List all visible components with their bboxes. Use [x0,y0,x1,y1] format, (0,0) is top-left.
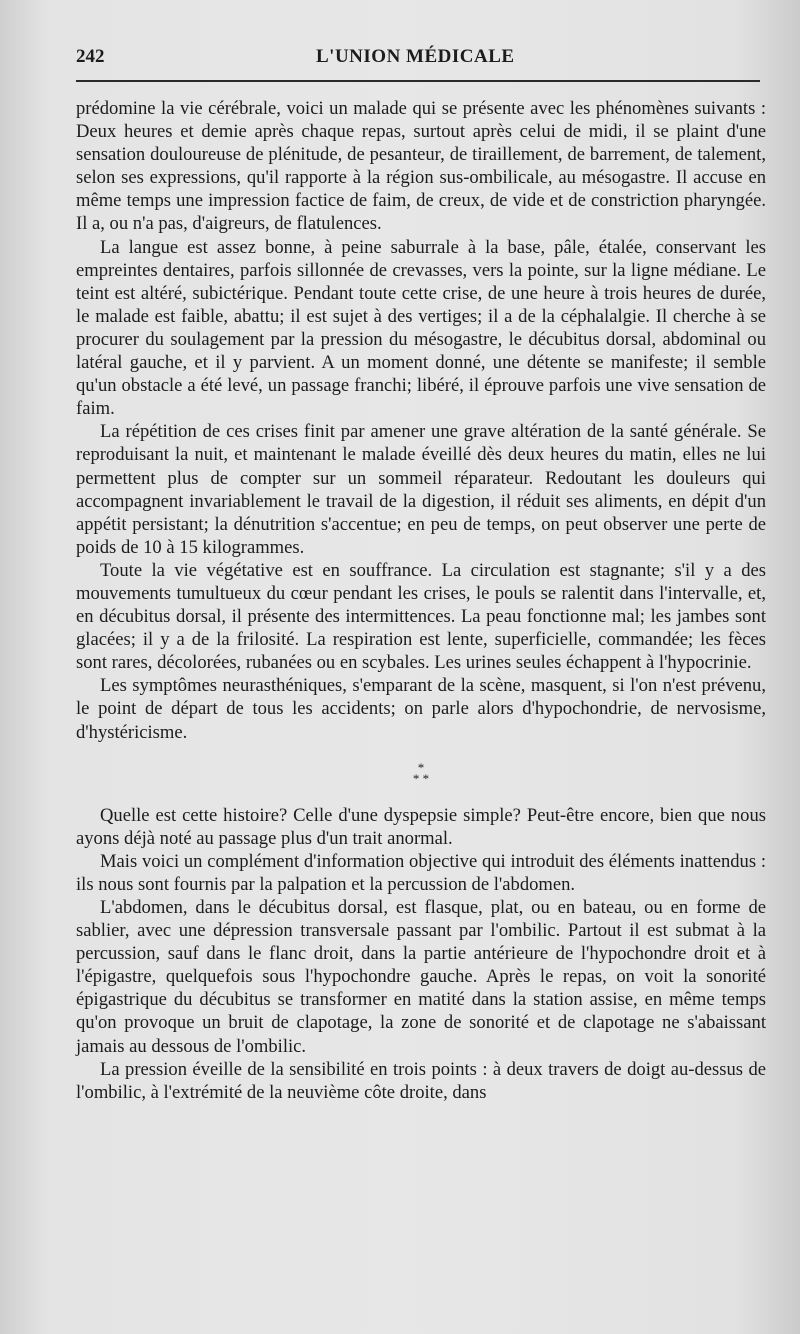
header-rule [76,80,760,82]
running-head [76,46,760,76]
paragraph-continued: prédomine la vie cérébrale, voici un malade qui se présente avec les phénomènes suivants : Deux heures et demie après chaque repas, surtout après celui de midi, il se plaint d'une sensation douloureuse de plénitude, de pesanteur, de tiraillement, de barrement, de talement, selon ses expressions, qu'il rapporte à la région sus-ombilicale, au mésogastre. Il accuse en même temps une impression factice de faim, de creux, de vide et de constriction pharyngée. Il a, ou n'a pas, d'aigreurs, de flatulences. [76,98,766,235]
page-number: 242 [76,46,105,67]
asterism-top: * [417,759,425,775]
paragraph: Les symptômes neurasthéniques, s'emparant de la scène, masquent, si l'on n'est prévenu, le point de départ de tous les accidents; on parle alors d'hypochondrie, de nervosisme, d'hystéricisme. [76,675,766,743]
journal-title: L'UNION MÉDICALE [316,46,515,67]
asterism-bottom: * * [412,770,430,786]
paragraph: La répétition de ces crises finit par amener une grave altération de la santé générale. Se reproduisant la nuit, et maintenant le malade éveillé dès deux heures du matin, elles ne lui permettent plus de compter sur un sommeil réparateur. Redoutant les douleurs qui accompagnent invariablement le travail de la digestion, il réduit ses aliments, en dépit d'un appétit persistant; la dénutrition s'accentue; en peu de temps, on peut observer une perte de poids de 10 à 15 kilogrammes. [76,421,766,558]
section-separator [76,759,766,786]
paragraph: Quelle est cette histoire? Celle d'une dyspepsie simple? Peut-être encore, bien que nous ayons déjà noté au passage plus d'un trait anormal. [76,804,766,849]
paragraph: Mais voici un complément d'information objective qui introduit des éléments inattendus : ils nous sont fournis par la palpation et la percussion de l'abdomen. [76,850,766,895]
article-body [76,97,766,1104]
paragraph: Toute la vie végétative est en souffrance. La circulation est stagnante; s'il y a des mouvements tumultueux du cœur pendant les crises, le pouls se ralentit dans l'intervalle, et, en décubitus dorsal, il présente des intermittences. La peau fonctionne mal; les jambes sont glacées; il y a de la frilosité. La respiration est lente, superficielle, commandée; les fèces sont rares, décolorées, rubanées ou en scybales. Les urines seules échappent à l'hypocrinie. [76,559,766,674]
paragraph: La pression éveille de la sensibilité en trois points : à deux travers de doigt au-dessus de l'ombilic, à l'extrémité de la neuvième côte droite, dans [76,1058,766,1103]
paragraph: L'abdomen, dans le décubitus dorsal, est flasque, plat, ou en bateau, ou en forme de sablier, avec une dépression transversale passant par l'ombilic. Partout il est submat à la percussion, sauf dans le flanc droit, dans la partie antérieure de l'hypochondre droit et à l'épigastre, quelquefois sous l'hypochondre gauche. Après le repas, on voit la sonorité épigastrique du décubitus se transformer en matité dans la station assise, en même temps qu'on provoque un bruit de clapotage, la zone de sonorité et de clapotage ne s'abaissant jamais au dessous de l'ombilic. [76,897,766,1057]
paragraph: La langue est assez bonne, à peine saburrale à la base, pâle, étalée, conservant les empreintes dentaires, parfois sillonnée de crevasses, vers la pointe, sur la ligne médiane. Le teint est altéré, subictérique. Pendant toute cette crise, de une heure à trois heures de durée, le malade est faible, abattu; il est sujet à des vertiges; il a de la céphalalgie. Il cherche à se procurer du soulagement par la pression du mésogastre, le décubitus dorsal, abdominal ou latéral gauche, et il y parvient. A un moment donné, une détente se manifeste; il semble qu'un obstacle a été levé, un passage franchi; libéré, il éprouve parfois une vive sensation de faim. [76,236,766,420]
